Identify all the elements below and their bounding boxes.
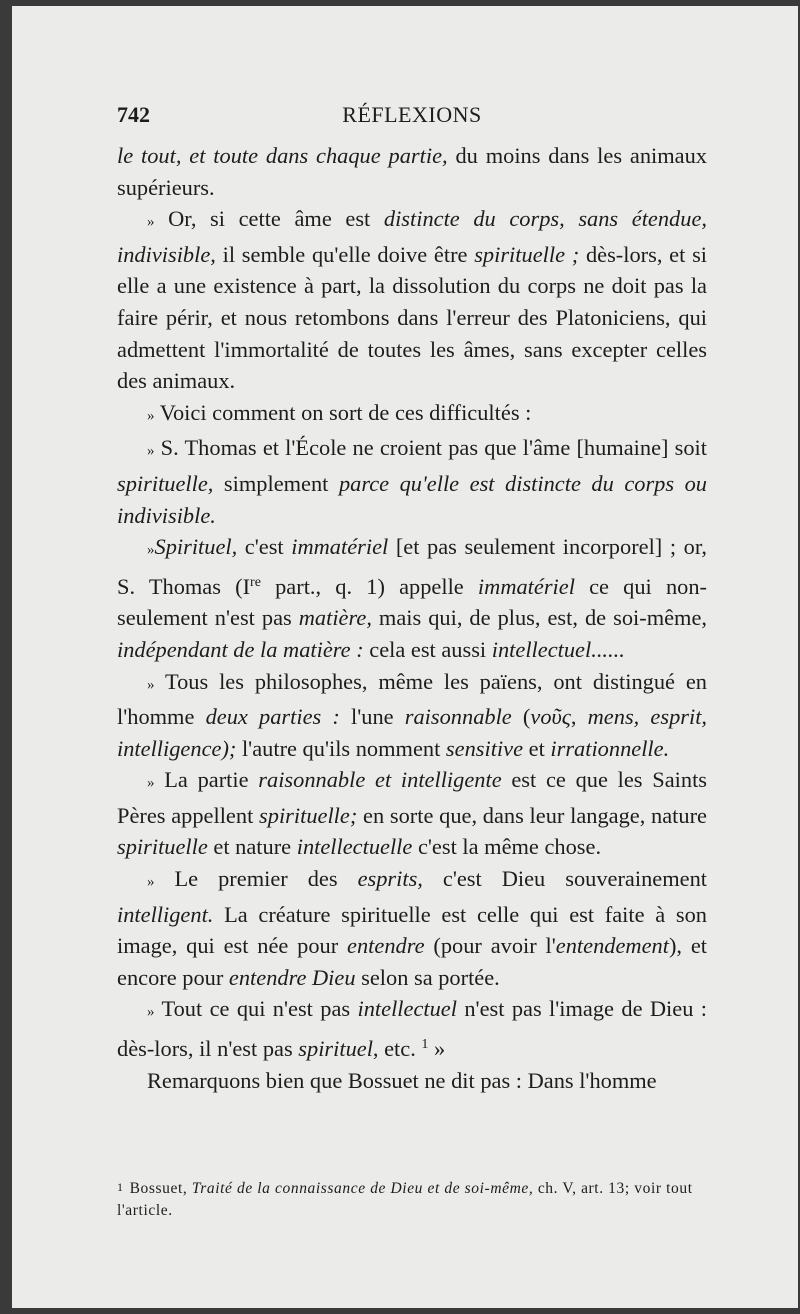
- text: »: [428, 1036, 446, 1062]
- text: S. Thomas et l'École ne croient pas que l'âme [humaine] soit: [154, 435, 707, 461]
- text: Tous les philosophes, même les païens, ont distingué en l'homme: [117, 668, 707, 730]
- paragraph: [117, 432, 707, 531]
- running-header: [117, 102, 707, 136]
- text: ), et encore pour: [117, 933, 707, 990]
- italic-text: irrationnelle.: [550, 735, 670, 761]
- text: c'est la même chose.: [412, 834, 602, 860]
- text: Or, si cette âme est: [154, 206, 384, 232]
- text: et: [523, 735, 551, 761]
- text: (: [511, 704, 531, 730]
- text: , etc.: [372, 1036, 422, 1062]
- paragraph: [117, 764, 707, 863]
- footnote-title: Traité de la connaissance de Dieu et de soi-même,: [191, 1180, 534, 1197]
- text: Remarquons bien que Bossuet ne dit pas : Dans l'homme: [147, 1067, 657, 1093]
- italic-text: spirituelle ;: [474, 241, 580, 267]
- italic-text: raisonnable: [404, 704, 512, 730]
- italic-text: spirituelle: [117, 834, 208, 860]
- text: et nature: [207, 834, 297, 860]
- paragraph: [117, 397, 707, 433]
- page-number: 742: [117, 102, 150, 127]
- italic-text: immatériel: [291, 534, 389, 560]
- paragraph: [117, 993, 707, 1064]
- italic-text: spirituel: [298, 1036, 373, 1062]
- italic-text: immatériel: [477, 573, 575, 599]
- text: (pour avoir l': [424, 933, 556, 959]
- quote-mark: »: [147, 775, 155, 792]
- text: ce qui non-seulement n'est pas: [117, 573, 707, 631]
- text: Voici comment on sort de ces difficultés :: [154, 399, 532, 425]
- italic-text: intellectuel......: [491, 636, 625, 662]
- footnote: [117, 1176, 707, 1222]
- italic-text: distincte du corps, sans étendue, indivisible,: [117, 206, 707, 267]
- text: l'autre qu'ils nomment: [236, 735, 446, 761]
- italic-text: intellectuel: [357, 996, 457, 1022]
- italic-text: entendre: [347, 933, 425, 959]
- text: l'une: [339, 704, 405, 730]
- text: ,: [570, 704, 588, 730]
- text: La créature spirituelle est celle qui est faite à son image, qui est née pour: [117, 901, 707, 959]
- footnote-reference: 1: [421, 1037, 429, 1053]
- text: [et pas seulement incorporel] ; or, S. Thomas (I: [117, 534, 707, 599]
- text: c'est Dieu souverainement: [422, 866, 707, 892]
- italic-text: deux parties :: [205, 704, 340, 730]
- italic-text: indépendant de la matière :: [117, 636, 364, 662]
- footnote-mark: 1: [117, 1180, 124, 1194]
- italic-text: spirituelle;: [259, 802, 358, 828]
- book-page: [12, 6, 798, 1308]
- paragraph: [117, 140, 707, 203]
- quote-mark: »: [147, 443, 155, 460]
- italic-text: mens, esprit, intelligence);: [117, 704, 708, 761]
- text: mais qui, de plus, est, de soi-même,: [371, 605, 707, 631]
- italic-text: spirituelle,: [117, 470, 214, 496]
- italic-text: entendement: [555, 933, 669, 959]
- page-body: [117, 140, 707, 1096]
- superscript: re: [250, 574, 261, 590]
- footnote-text: ch. V, art. 13; voir tout l'article.: [117, 1180, 693, 1219]
- quote-mark: »: [147, 214, 155, 231]
- text: en sorte que, dans leur langage, nature: [357, 802, 707, 828]
- text: Le premier des: [154, 866, 358, 892]
- text: simplement: [213, 470, 339, 496]
- quote-mark: »: [147, 542, 155, 559]
- paragraph: [117, 863, 707, 993]
- text: il semble qu'elle doive être: [215, 241, 475, 267]
- text: part., q. 1) appelle: [260, 573, 478, 599]
- text: est ce que les Saints Pères appellent: [117, 767, 707, 828]
- paragraph: [117, 203, 707, 397]
- italic-text: sensitive: [445, 735, 524, 761]
- quote-mark: »: [147, 874, 155, 891]
- running-title: RÉFLEXIONS: [342, 102, 482, 127]
- quote-mark: »: [147, 1004, 155, 1021]
- greek-text: νοῦς: [530, 704, 571, 730]
- text: c'est: [237, 534, 292, 560]
- text: selon sa portée.: [355, 964, 500, 990]
- text: n'est pas l'image de Dieu : dès-lors, il n'est pas: [117, 996, 707, 1062]
- italic-text: matière,: [298, 605, 372, 631]
- text: dès-lors, et si elle a une existence à part, la dissolution du corps ne doit pas la faire périr, et nous retombons dans l'erreur des Platoniciens, qui admettent l'immortalité de toutes les âmes, sans excepter celles des animaux.: [117, 241, 708, 394]
- paragraph: [117, 531, 707, 665]
- italic-text: raisonnable et intelligente: [258, 767, 502, 793]
- italic-text: le tout, et toute dans chaque partie,: [117, 143, 448, 168]
- footnote-author: Bossuet,: [129, 1180, 188, 1197]
- text: Tout ce qui n'est pas: [154, 996, 358, 1022]
- italic-text: Spirituel,: [154, 534, 238, 560]
- italic-text: intelligent.: [117, 901, 214, 927]
- italic-text: entendre Dieu: [228, 964, 356, 990]
- text: La partie: [154, 767, 259, 793]
- quote-mark: »: [147, 676, 155, 693]
- paragraph: [117, 1065, 707, 1097]
- text: cela est aussi: [363, 636, 492, 662]
- text: du moins dans les animaux supérieurs.: [117, 143, 707, 200]
- italic-text: esprits,: [357, 866, 423, 892]
- italic-text: intellectuelle: [296, 834, 413, 860]
- italic-text: parce qu'elle est distincte du corps ou indivisible.: [117, 470, 707, 528]
- quote-mark: »: [147, 407, 155, 424]
- paragraph: [117, 666, 707, 765]
